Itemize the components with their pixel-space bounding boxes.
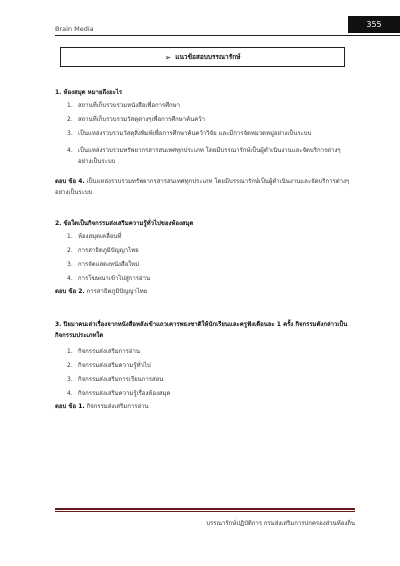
option-text: เป็นแหล่งรวบรวมวัสดุสิ่งพิมพ์เพื่อการศึกษาค้นคว้าวิจัย และมีการจัดหมวดหมู่อย่างเป็นระบบ <box>78 130 312 137</box>
options-list <box>67 349 355 397</box>
header-rule <box>55 35 400 36</box>
question-1 <box>55 90 355 199</box>
option-number: 4. <box>67 274 73 282</box>
answer-label: ตอบ ข้อ 1. <box>55 402 85 410</box>
option-item <box>67 377 355 383</box>
option-text: การสาธิตภูมิปัญญาไทย <box>78 246 139 254</box>
option-number: 3. <box>67 260 73 268</box>
question-3 <box>55 319 355 412</box>
option-text: กิจกรรมส่งเสริมความรู้ทั่วไป <box>78 361 151 369</box>
answer-text: เป็นแหล่งรวบรวมทรัพยากรสารสนเทศทุกประเภท โดยมีบรรณารักษ์เป็นผู้ดำเนินงานและจัดบริการต่างๆ อย่างเป็นระบบ <box>55 177 350 197</box>
option-item <box>67 103 355 109</box>
answer <box>55 286 355 297</box>
answer <box>55 176 355 199</box>
option-text: กิจกรรมส่งเสริมความรู้เรื่องห้องสมุด <box>78 389 171 397</box>
option-item <box>67 248 355 254</box>
banner-title: แนวข้อสอบบรรณารักษ์ <box>175 53 241 61</box>
option-text: กิจกรรมส่งเสริมการอ่าน <box>78 347 140 355</box>
option-number: 2. <box>67 246 73 254</box>
question-list <box>55 90 355 434</box>
option-item <box>67 391 355 397</box>
option-text: การโฆษณาเข้าไปสู่การอ่าน <box>78 274 151 282</box>
option-text: สถานที่เก็บรวบรวมวัสดุต่างๆเพื่อการศึกษาค้นคว้า <box>78 116 205 123</box>
question-title: 1. ห้องสมุด หมายถึงอะไร <box>55 89 123 96</box>
option-number: 3. <box>67 375 73 383</box>
option-item <box>67 276 355 282</box>
option-text: สถานที่เก็บรวบรวมหนังสือเพื่อการศึกษา <box>78 102 181 109</box>
options-list <box>67 234 355 282</box>
answer-label: ตอบ ข้อ 4. <box>55 177 85 185</box>
answer-label: ตอบ ข้อ 2. <box>55 287 85 295</box>
page-number: 355 <box>348 16 400 33</box>
answer-text: การสาธิตภูมิปัญญาไทย <box>84 287 148 295</box>
option-text: การจัดแสดงหนังสือใหม่ <box>78 260 140 268</box>
option-number: 1. <box>67 232 73 240</box>
option-item <box>67 234 355 240</box>
question-title: 2. ข้อใดเป็นกิจกรรมส่งเสริมความรู้ทั่วไปของห้องสมุด <box>55 219 194 227</box>
option-item <box>67 117 355 123</box>
option-item <box>67 363 355 369</box>
footer-text: บรรณารักษ์ปฏิบัติการ กรมส่งเสริมการปกครองส่วนท้องถิ่น <box>206 520 355 527</box>
answer <box>55 401 355 412</box>
options-list <box>67 103 355 168</box>
section-banner <box>60 47 345 67</box>
option-item <box>67 145 355 168</box>
option-item <box>67 262 355 268</box>
option-item <box>67 131 355 137</box>
option-number: 2. <box>67 361 73 369</box>
option-number: 1. <box>67 102 73 109</box>
option-number: 1. <box>67 347 73 355</box>
arrow-right-icon: ➢ <box>164 52 172 62</box>
option-text: กิจกรรมส่งเสริมการเรียนการสอน <box>78 375 164 383</box>
option-number: 4. <box>67 147 73 154</box>
option-item <box>67 349 355 355</box>
answer-text: กิจกรรมส่งเสริมการอ่าน <box>84 402 149 410</box>
brand-name: Brain Media <box>55 25 94 33</box>
question-title: 3. ปิยมาคนเล่าเรื่องจากหนังสือหลังเข้าแถวเคารพธงชาติให้นักเรียนและครูฟังเดือนละ 1 ครั้ง กิจกรรมดังกล่าวเป็นกิจกรรมประเภทใด <box>55 320 348 340</box>
footer-rule-thick <box>55 508 355 510</box>
option-text: ห้องสมุดเคลื่อนที่ <box>78 232 122 240</box>
question-2 <box>55 221 355 297</box>
footer-rule-thin <box>55 511 355 512</box>
option-number: 4. <box>67 389 73 397</box>
option-number: 2. <box>67 116 73 123</box>
option-text: เป็นแหล่งรวบรวมทรัพยากรสารสนเทศทุกประเภท โดยมีบรรณารักษ์เป็นผู้ดำเนินงานและจัดบริการต่างๆ อย่างเป็นระบบ <box>78 147 341 166</box>
option-number: 3. <box>67 130 73 137</box>
